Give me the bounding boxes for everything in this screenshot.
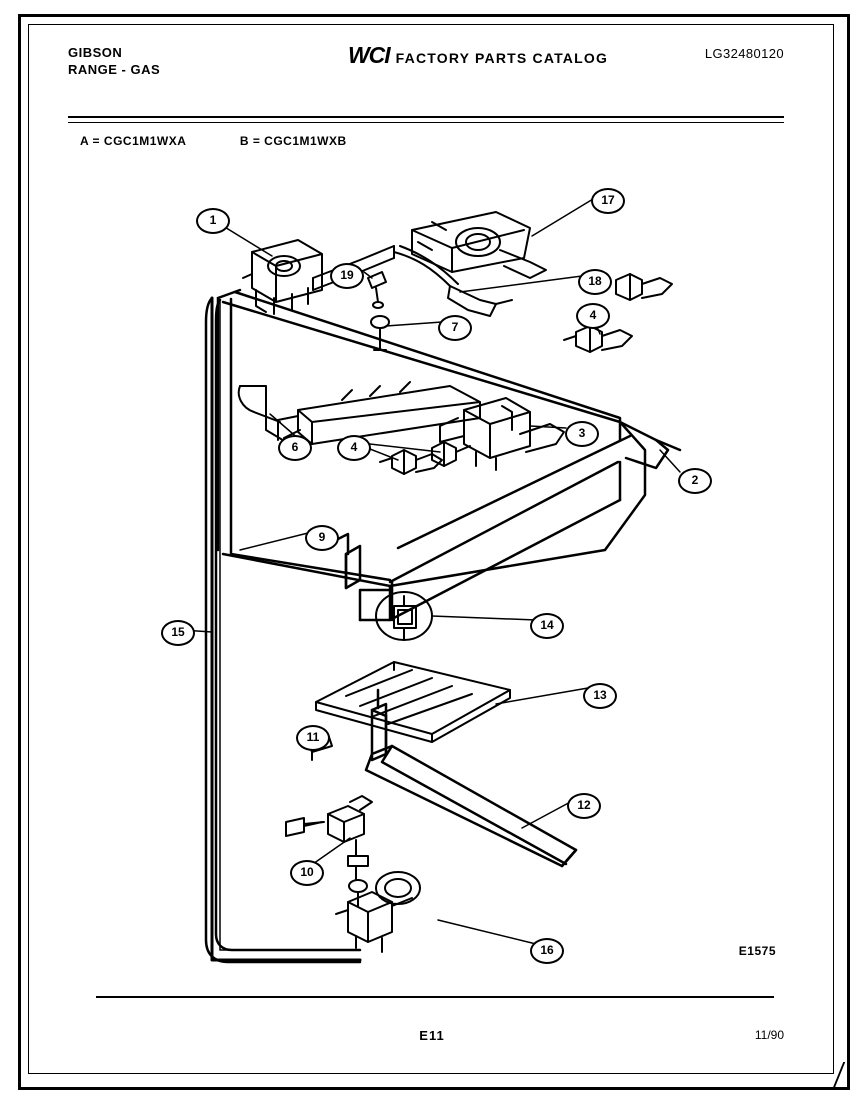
print-date: 11/90	[754, 1028, 784, 1042]
callout-14: 14	[530, 613, 564, 639]
callout-2: 2	[678, 468, 712, 494]
burner-tube	[240, 382, 480, 444]
callout-3: 3	[565, 421, 599, 447]
callout-18: 18	[578, 269, 612, 295]
part-13-broil-burner	[316, 662, 510, 742]
callout-13: 13	[583, 683, 617, 709]
model-list	[80, 134, 347, 148]
part-9-supply-tube	[206, 298, 360, 962]
callout-7: 7	[438, 315, 472, 341]
page-header	[68, 42, 784, 86]
header-rule-thin	[68, 122, 784, 123]
callout-4a: 4	[337, 435, 371, 461]
callout-15: 15	[161, 620, 195, 646]
part-4-orifice-left-2	[432, 442, 470, 466]
part-4-orifice-right-2	[616, 274, 672, 300]
callout-16: 16	[530, 938, 564, 964]
part-14-igniter	[376, 592, 432, 640]
callout-11: 11	[296, 725, 330, 751]
catalog-title-block	[308, 42, 648, 69]
model-a: A = CGC1M1WXA	[80, 134, 186, 148]
tube-fitting	[286, 818, 324, 836]
page-number: E11	[419, 1028, 445, 1043]
part-7-screw	[371, 316, 389, 350]
document-id: LG32480120	[704, 46, 784, 61]
part-10-shutoff-valve	[304, 796, 372, 906]
brand-block	[68, 44, 160, 78]
exploded-parts-diagram	[60, 150, 804, 990]
part-3-valve-body	[440, 398, 564, 470]
part-17-igniter-assembly	[412, 212, 546, 278]
footer-rule	[96, 996, 774, 998]
callout-9: 9	[305, 525, 339, 551]
chassis-outline	[212, 298, 658, 960]
corner-crop-mark	[812, 1062, 838, 1088]
part-1-regulator	[243, 240, 322, 314]
model-b: B = CGC1M1WXB	[239, 134, 347, 148]
figure-code: E1575	[738, 944, 776, 958]
brand-name: GIBSON	[68, 45, 123, 60]
callout-6: 6	[278, 435, 312, 461]
header-rule-thick	[68, 116, 784, 118]
product-category: RANGE - GAS	[68, 62, 161, 77]
callout-17: 17	[591, 188, 625, 214]
wci-logo: WCI	[347, 42, 390, 68]
callout-10: 10	[290, 860, 324, 886]
part-12-burner-tube	[366, 746, 576, 866]
callout-4b: 4	[576, 303, 610, 329]
callout-12: 12	[567, 793, 601, 819]
callout-19: 19	[330, 263, 364, 289]
catalog-label: FACTORY PARTS CATALOG	[395, 50, 609, 66]
callout-1: 1	[196, 208, 230, 234]
